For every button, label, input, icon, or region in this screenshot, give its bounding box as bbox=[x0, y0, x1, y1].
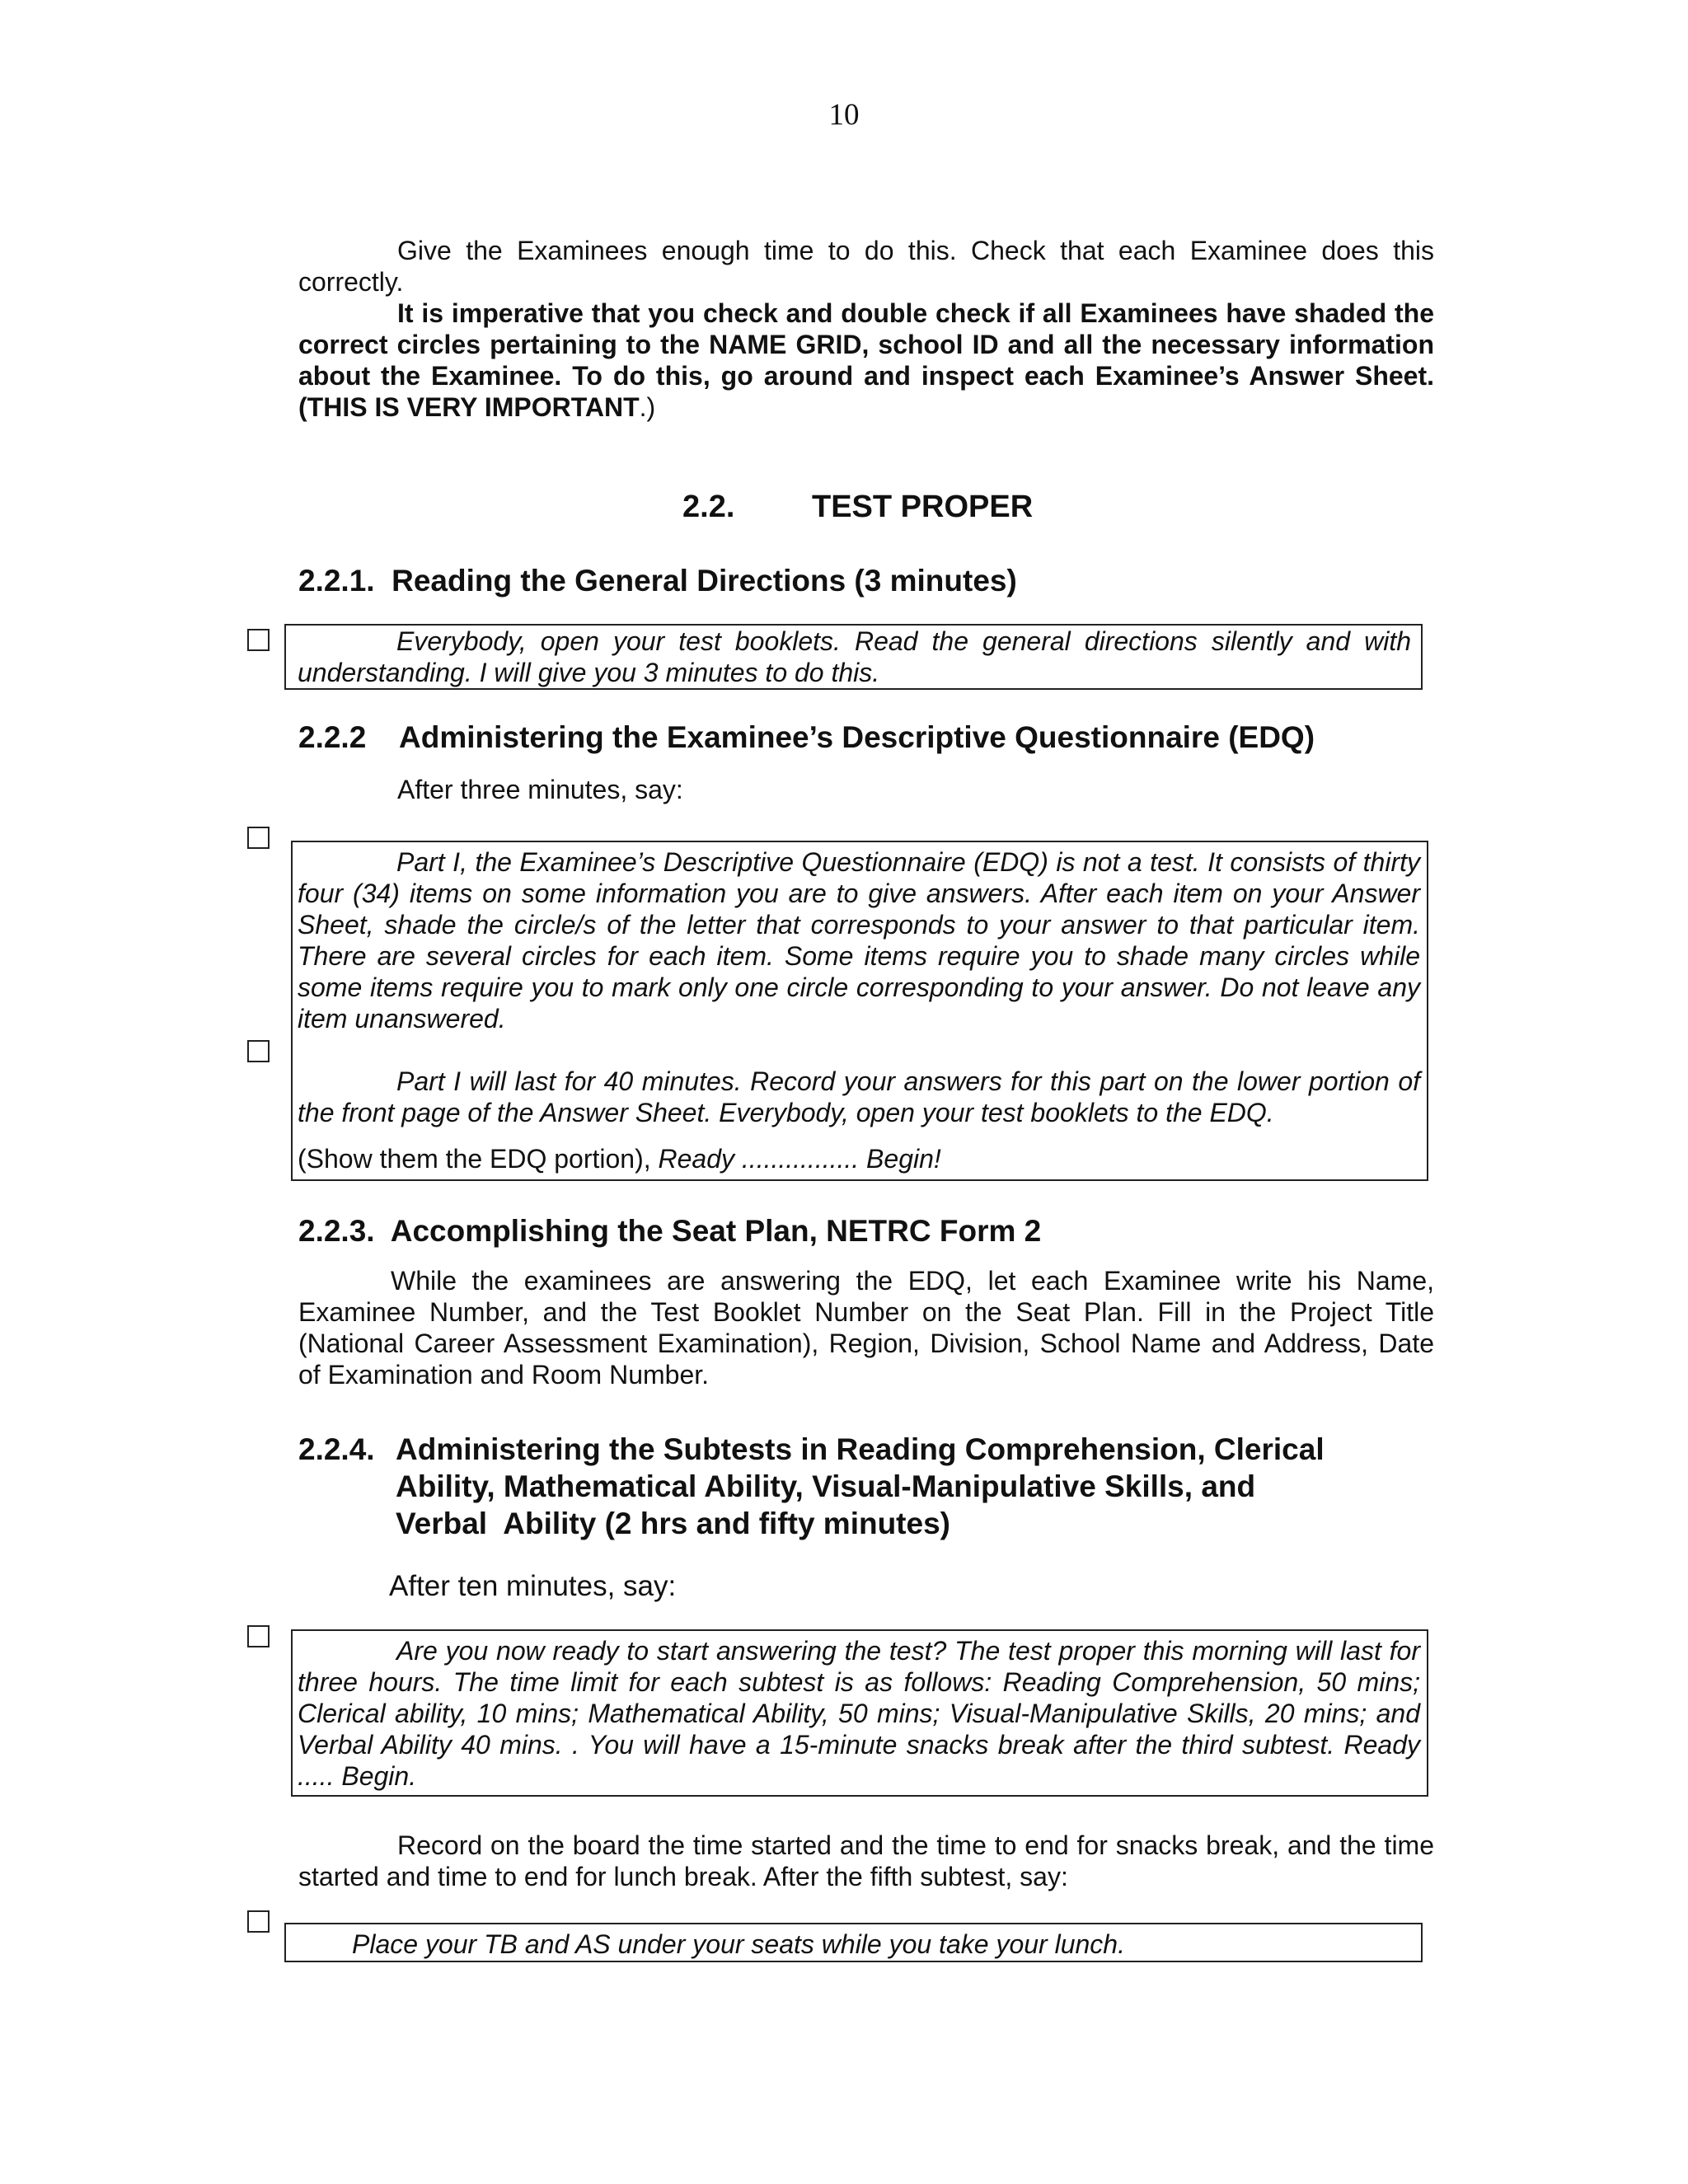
heading-2-2-2: 2.2.2 Administering the Examinee’s Descriptive Questionnaire (EDQ) bbox=[298, 720, 1315, 754]
script-cue: Ready ................ Begin! bbox=[658, 1144, 941, 1174]
heading-2-2-4 bbox=[396, 1431, 1325, 1542]
checkbox-2-2-2-b[interactable] bbox=[247, 1040, 270, 1062]
heading-2-2-4-number: 2.2.4. bbox=[298, 1432, 375, 1466]
page-number: 10 bbox=[828, 98, 860, 132]
script-paragraph-1: Part I, the Examinee’s Descriptive Questionnaire (EDQ) is not a test. It consists of thirty four (34) items on some information you are to give answers. After each item on your Answer Sheet, shade the circle/s of the letter that corresponds to your answer to that particular item. There are several circles for each item. Some items require you to shade many circles while some items require you to mark only one circle corresponding to your answer. Do not leave any item unanswered. bbox=[298, 847, 1420, 1033]
intro-bold-paragraph bbox=[298, 298, 1434, 423]
checkbox-2-2-1[interactable] bbox=[247, 629, 270, 651]
intro-bold-tail: .) bbox=[639, 392, 656, 422]
heading-line-1: Administering the Subtests in Reading Comprehension, Clerical bbox=[396, 1432, 1325, 1466]
lead-text-2-2-2: After three minutes, say: bbox=[397, 775, 683, 804]
script-paragraph-2: Part I will last for 40 minutes. Record your answers for this part on the lower portion of the front page of the Answer Sheet. Everybody, open your test booklets to the EDQ. bbox=[298, 1066, 1420, 1127]
checkbox-2-2-2-a[interactable] bbox=[247, 827, 270, 849]
heading-line-3: Verbal Ability (2 hrs and fifty minutes) bbox=[396, 1507, 950, 1540]
intro-paragraph: Give the Examinees enough time to do this. Check that each Examinee does this correctly. bbox=[298, 236, 1434, 297]
script-box-2-2-2 bbox=[291, 841, 1428, 1181]
script-text: Are you now ready to start answering the test? The test proper this morning will last for three hours. The time limit for each subtest is as follows: Reading Comprehension, 50 mins; Clerical ability, 10 mins; Mathematical Ability, 50 mins; Visual-Manipulative Skills, 20 mins; and Verbal Ability 40 mins. . You will have a 15-minute snacks break after the third subtest. Ready ..... Begin. bbox=[298, 1636, 1420, 1791]
heading-line-2: Ability, Mathematical Ability, Visual-Manipulative Skills, and bbox=[396, 1469, 1256, 1503]
checkbox-2-2-4-a[interactable] bbox=[247, 1625, 270, 1647]
checkbox-2-2-4-b[interactable] bbox=[247, 1910, 270, 1933]
script-text: Place your TB and AS under your seats while you take your lunch. bbox=[352, 1929, 1125, 1959]
heading-2-2-1: 2.2.1. Reading the General Directions (3 minutes) bbox=[298, 564, 1017, 598]
paragraph-2-2-3: While the examinees are answering the EDQ, let each Examinee write his Name, Examinee Number, and the Test Booklet Number on the Seat Plan. Fill in the Project Title (National Career Assessment Examination), Region, Division, School Name and Address, Date of Examination and Room Number. bbox=[298, 1266, 1434, 1390]
script-note: (Show them the EDQ portion), bbox=[298, 1144, 659, 1174]
intro-bold-text: It is imperative that you check and double check if all Examinees have shaded the correct circles pertaining to the NAME GRID, school ID and all the necessary information about the Examinee. To do this, go around and inspect each Examinee’s Answer Sheet. (THIS IS VERY IMPORTANT bbox=[298, 298, 1434, 422]
script-box-2-2-1 bbox=[284, 624, 1423, 690]
script-box-lunch bbox=[284, 1923, 1423, 1962]
lead-text-2-2-4: After ten minutes, say: bbox=[389, 1570, 677, 1602]
section-title: TEST PROPER bbox=[812, 490, 1034, 524]
paragraph-2-2-4: Record on the board the time started and the time to end for snacks break, and the time started and time to end for lunch break. After the fifth subtest, say: bbox=[298, 1830, 1434, 1891]
script-box-2-2-4 bbox=[291, 1629, 1428, 1797]
script-text: Everybody, open your test booklets. Read the general directions silently and with understanding. I will give you 3 minutes to do this. bbox=[298, 626, 1411, 687]
section-number: 2.2. bbox=[682, 490, 735, 524]
heading-2-2-3: 2.2.3. Accomplishing the Seat Plan, NETRC Form 2 bbox=[298, 1214, 1042, 1248]
script-paragraph-3 bbox=[298, 1143, 1420, 1174]
